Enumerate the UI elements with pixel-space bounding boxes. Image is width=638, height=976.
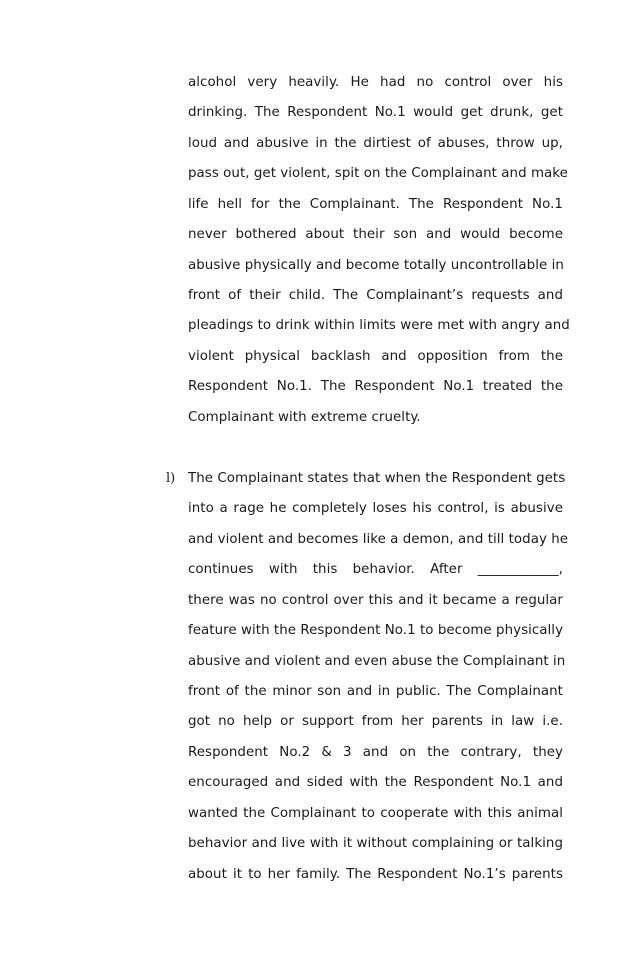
text-line: loud and abusive in the dirtiest of abuses, throw up, bbox=[188, 136, 563, 151]
text-line: pleadings to drink within limits were met with angry and bbox=[188, 318, 570, 333]
text-line: about it to her family. The Respondent No.1’s parents bbox=[188, 867, 563, 882]
text-line: never bothered about their son and would become bbox=[188, 227, 563, 242]
text-line: Respondent No.2 & 3 and on the contrary, they bbox=[188, 745, 563, 760]
text-line: abusive physically and become totally uncontrollable in bbox=[188, 258, 564, 273]
text-line: feature with the Respondent No.1 to become physically bbox=[188, 623, 564, 638]
text-line: abusive and violent and even abuse the Complainant in bbox=[188, 654, 566, 669]
text-line: Complainant with extreme cruelty. bbox=[188, 410, 421, 425]
text-line: into a rage he completely loses his control, is abusive bbox=[188, 501, 563, 516]
text-line: The Complainant states that when the Respondent gets bbox=[188, 471, 566, 486]
text-line: continues with this behavior. After ____________, bbox=[188, 562, 563, 577]
text-line: wanted the Complainant to cooperate with this animal bbox=[188, 806, 563, 821]
text-line: got no help or support from her parents in law i.e. bbox=[188, 714, 563, 729]
text-line: behavior and live with it without complaining or talking bbox=[188, 836, 563, 851]
text-line: drinking. The Respondent No.1 would get drunk, get bbox=[188, 105, 563, 120]
paragraph-l-marker: l) bbox=[166, 471, 176, 486]
text-line: Respondent No.1. The Respondent No.1 treated the bbox=[188, 379, 563, 394]
text-line: and violent and becomes like a demon, and till today he bbox=[188, 532, 569, 547]
text-line: front of their child. The Complainant’s requests and bbox=[188, 288, 563, 303]
text-line: front of the minor son and in public. The Complainant bbox=[188, 684, 563, 699]
text-line: pass out, get violent, spit on the Complainant and make bbox=[188, 166, 568, 181]
text-line: there was no control over this and it became a regular bbox=[188, 593, 563, 608]
text-line: violent physical backlash and opposition from the bbox=[188, 349, 563, 364]
text-line: alcohol very heavily. He had no control over his bbox=[188, 75, 563, 90]
text-line: encouraged and sided with the Respondent No.1 and bbox=[188, 775, 563, 790]
text-line: life hell for the Complainant. The Respondent No.1 bbox=[188, 197, 563, 212]
